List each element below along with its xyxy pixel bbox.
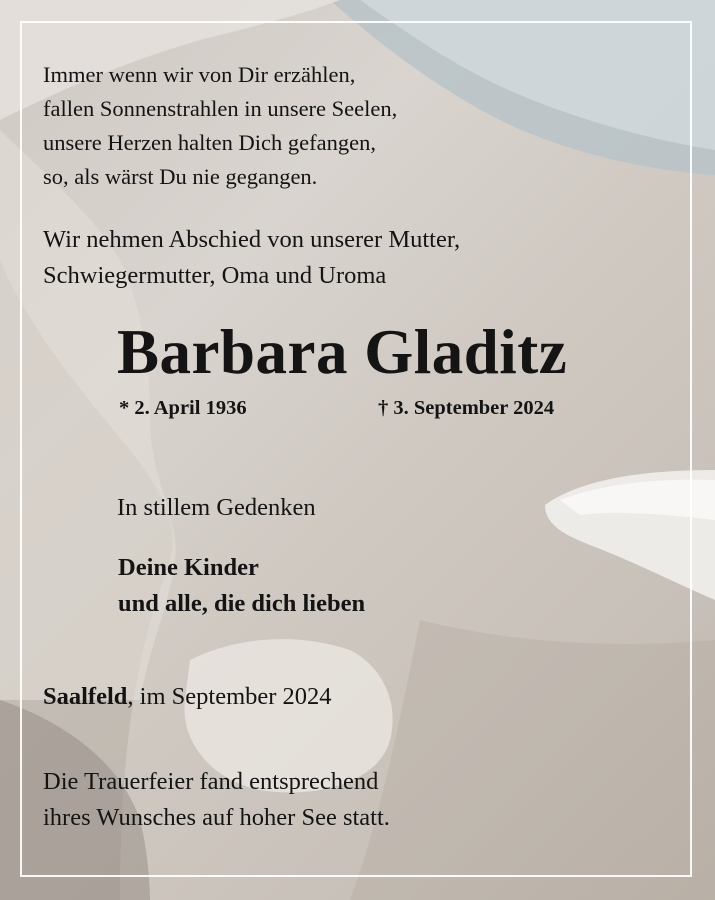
poem-line: so, als wärst Du nie gegangen. <box>43 164 318 189</box>
mourners-line: und alle, die dich lieben <box>118 590 366 617</box>
place-city: Saalfeld <box>43 683 128 710</box>
memory-phrase: In stillem Gedenken <box>117 494 316 521</box>
farewell-intro <box>43 222 460 294</box>
note-line: Die Trauerfeier fand entsprechend <box>43 768 379 795</box>
place-date-text: , im September 2024 <box>127 683 332 710</box>
place-date <box>43 683 332 711</box>
poem-line: unsere Herzen halten Dich gefangen, <box>43 130 376 155</box>
poem <box>43 58 397 194</box>
funeral-note <box>43 764 390 836</box>
death-date: † 3. September 2024 <box>378 397 555 419</box>
birth-date: * 2. April 1936 <box>119 397 247 419</box>
note-line: ihres Wunsches auf hoher See statt. <box>43 804 390 831</box>
intro-line: Schwiegermutter, Oma und Uroma <box>43 262 387 289</box>
deceased-name: Barbara Gladitz <box>117 317 568 387</box>
poem-line: Immer wenn wir von Dir erzählen, <box>43 62 356 87</box>
mourners <box>118 550 365 622</box>
mourners-line: Deine Kinder <box>118 554 259 581</box>
intro-line: Wir nehmen Abschied von unserer Mutter, <box>43 226 461 253</box>
poem-line: fallen Sonnenstrahlen in unsere Seelen, <box>43 96 398 121</box>
